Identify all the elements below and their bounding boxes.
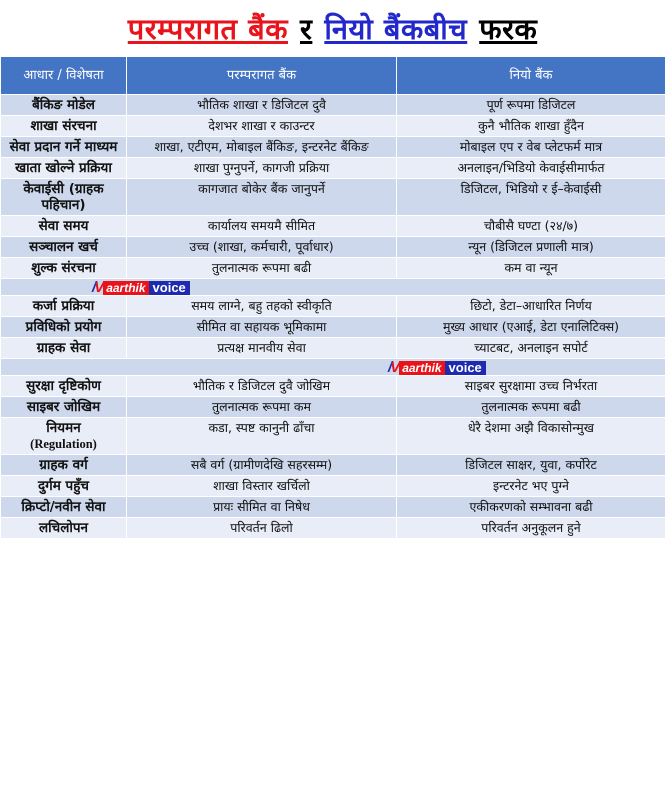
cell-basis xyxy=(1,397,127,418)
title-part-difference: फरक xyxy=(479,11,538,46)
table-row xyxy=(1,497,665,518)
cell-basis xyxy=(1,455,127,476)
basis-label: ग्राहक वर्ग xyxy=(39,457,88,473)
logo-mark-icon: /V xyxy=(388,359,399,376)
cell-traditional: भौतिक र डिजिटल दुवै जोखिम xyxy=(127,376,397,397)
cell-traditional: देशभर शाखा र काउन्टर xyxy=(127,116,397,137)
cell-basis xyxy=(1,258,127,279)
cell-neo: छिटो, डेटा–आधारित निर्णय xyxy=(397,296,665,317)
title-part-traditional: परम्परागत बैंक xyxy=(127,11,288,46)
basis-label: नियमन xyxy=(46,420,81,436)
cell-neo: मुख्य आधार (एआई, डेटा एनालिटिक्स) xyxy=(397,317,665,338)
table-row xyxy=(1,95,665,116)
basis-label: खाता खोल्ने प्रक्रिया xyxy=(15,160,112,176)
cell-traditional: भौतिक शाखा र डिजिटल दुवै xyxy=(127,95,397,116)
cell-neo: धेरै देशमा अझै विकासोन्मुख xyxy=(397,418,665,455)
header-basis: आधार / विशेषता xyxy=(1,57,127,95)
table-row xyxy=(1,116,665,137)
cell-traditional: प्रायः सीमित वा निषेध xyxy=(127,497,397,518)
cell-traditional: उच्च (शाखा, कर्मचारी, पूर्वाधार) xyxy=(127,237,397,258)
cell-basis xyxy=(1,317,127,338)
table-row xyxy=(1,338,665,359)
header-traditional-bank: परम्परागत बैंक xyxy=(127,57,397,95)
cell-basis xyxy=(1,216,127,237)
cell-neo: मोबाइल एप र वेब प्लेटफर्म मात्र xyxy=(397,137,665,158)
table-row xyxy=(1,418,665,455)
logo-text-aarthik: aarthik xyxy=(103,281,148,295)
table-row xyxy=(1,296,665,317)
cell-traditional: शाखा पुग्नुपर्ने, कागजी प्रक्रिया xyxy=(127,158,397,179)
cell-neo: इन्टरनेट भए पुग्ने xyxy=(397,476,665,497)
cell-traditional: तुलनात्मक रूपमा बढी xyxy=(127,258,397,279)
cell-neo: डिजिटल, भिडियो र ई–केवाईसी xyxy=(397,179,665,216)
cell-neo: साइबर सुरक्षामा उच्च निर्भरता xyxy=(397,376,665,397)
basis-label: ग्राहक सेवा xyxy=(36,340,91,356)
cell-neo: पूर्ण रूपमा डिजिटल xyxy=(397,95,665,116)
basis-label: सञ्चालन खर्च xyxy=(29,239,98,255)
basis-label: लचिलोपन xyxy=(38,520,89,536)
watermark-row xyxy=(1,359,665,376)
header-neo-bank: नियो बैंक xyxy=(397,57,665,95)
basis-label: दुर्गम पहुँच xyxy=(38,478,89,494)
basis-label: सेवा समय xyxy=(38,218,89,234)
cell-neo: डिजिटल साक्षर, युवा, कर्पोरेट xyxy=(397,455,665,476)
title-part-and: र xyxy=(299,11,313,46)
logo-mark-icon: /V xyxy=(92,279,103,296)
table-header-row xyxy=(1,57,665,95)
logo-text-voice: voice xyxy=(445,361,486,375)
watermark-row xyxy=(1,279,665,296)
basis-label: शाखा संरचना xyxy=(30,118,97,134)
cell-traditional: समय लाग्ने, बहु तहको स्वीकृति xyxy=(127,296,397,317)
table-body xyxy=(1,95,665,539)
cell-traditional: परिवर्तन ढिलो xyxy=(127,518,397,539)
logo-text-aarthik: aarthik xyxy=(399,361,444,375)
logo-text-voice: voice xyxy=(149,281,190,295)
cell-neo: कुनै भौतिक शाखा हुँदैन xyxy=(397,116,665,137)
basis-label: सुरक्षा दृष्टिकोण xyxy=(26,378,101,394)
cell-basis xyxy=(1,518,127,539)
cell-traditional: प्रत्यक्ष मानवीय सेवा xyxy=(127,338,397,359)
cell-traditional: सबै वर्ग (ग्रामीणदेखि सहरसम्म) xyxy=(127,455,397,476)
table-row xyxy=(1,258,665,279)
basis-label: शुल्क संरचना xyxy=(31,260,96,276)
table-row xyxy=(1,317,665,338)
cell-traditional: कागजात बोकेर बैंक जानुपर्ने xyxy=(127,179,397,216)
cell-basis xyxy=(1,497,127,518)
basis-label: सेवा प्रदान गर्ने माध्यम xyxy=(9,139,118,155)
page-title xyxy=(0,0,665,56)
basis-label: साइबर जोखिम xyxy=(26,399,101,415)
cell-basis xyxy=(1,237,127,258)
basis-label: प्रविधिको प्रयोग xyxy=(25,319,102,335)
basis-label: क्रिप्टो/नवीन सेवा xyxy=(21,499,106,515)
cell-basis xyxy=(1,338,127,359)
table-row xyxy=(1,216,665,237)
cell-traditional: शाखा, एटीएम, मोबाइल बैंकिङ, इन्टरनेट बैंकिङ xyxy=(127,137,397,158)
cell-basis xyxy=(1,376,127,397)
cell-basis xyxy=(1,296,127,317)
cell-basis xyxy=(1,95,127,116)
table-row xyxy=(1,455,665,476)
cell-neo: कम वा न्यून xyxy=(397,258,665,279)
table-row xyxy=(1,158,665,179)
cell-neo: एकीकरणको सम्भावना बढी xyxy=(397,497,665,518)
cell-basis xyxy=(1,158,127,179)
basis-label: कर्जा प्रक्रिया xyxy=(32,298,95,314)
cell-traditional: कार्यालय समयमै सीमित xyxy=(127,216,397,237)
basis-label: केवाईसी (ग्राहक पहिचान) xyxy=(23,181,104,213)
table-row xyxy=(1,137,665,158)
cell-basis xyxy=(1,179,127,216)
table-row xyxy=(1,237,665,258)
cell-neo: चौबीसै घण्टा (२४/७) xyxy=(397,216,665,237)
table-row xyxy=(1,179,665,216)
aarthik-voice-logo xyxy=(388,360,486,375)
cell-basis xyxy=(1,137,127,158)
cell-basis xyxy=(1,418,127,455)
basis-sublabel: (Regulation) xyxy=(30,437,97,451)
title-part-neo: नियो बैंकबीच xyxy=(324,11,468,46)
basis-label: बैंकिङ मोडेल xyxy=(32,97,95,113)
cell-traditional: कडा, स्पष्ट कानुनी ढाँचा xyxy=(127,418,397,455)
cell-neo: अनलाइन/भिडियो केवाईसीमार्फत xyxy=(397,158,665,179)
cell-traditional: शाखा विस्तार खर्चिलो xyxy=(127,476,397,497)
comparison-table xyxy=(0,56,665,539)
cell-neo: परिवर्तन अनुकूलन हुने xyxy=(397,518,665,539)
cell-neo: च्याटबट, अनलाइन सपोर्ट xyxy=(397,338,665,359)
table-row xyxy=(1,397,665,418)
table-row xyxy=(1,518,665,539)
cell-neo: न्यून (डिजिटल प्रणाली मात्र) xyxy=(397,237,665,258)
cell-traditional: सीमित वा सहायक भूमिकामा xyxy=(127,317,397,338)
cell-traditional: तुलनात्मक रूपमा कम xyxy=(127,397,397,418)
cell-neo: तुलनात्मक रूपमा बढी xyxy=(397,397,665,418)
cell-basis xyxy=(1,116,127,137)
table-row xyxy=(1,476,665,497)
cell-basis xyxy=(1,476,127,497)
aarthik-voice-logo xyxy=(92,280,190,295)
table-row xyxy=(1,376,665,397)
